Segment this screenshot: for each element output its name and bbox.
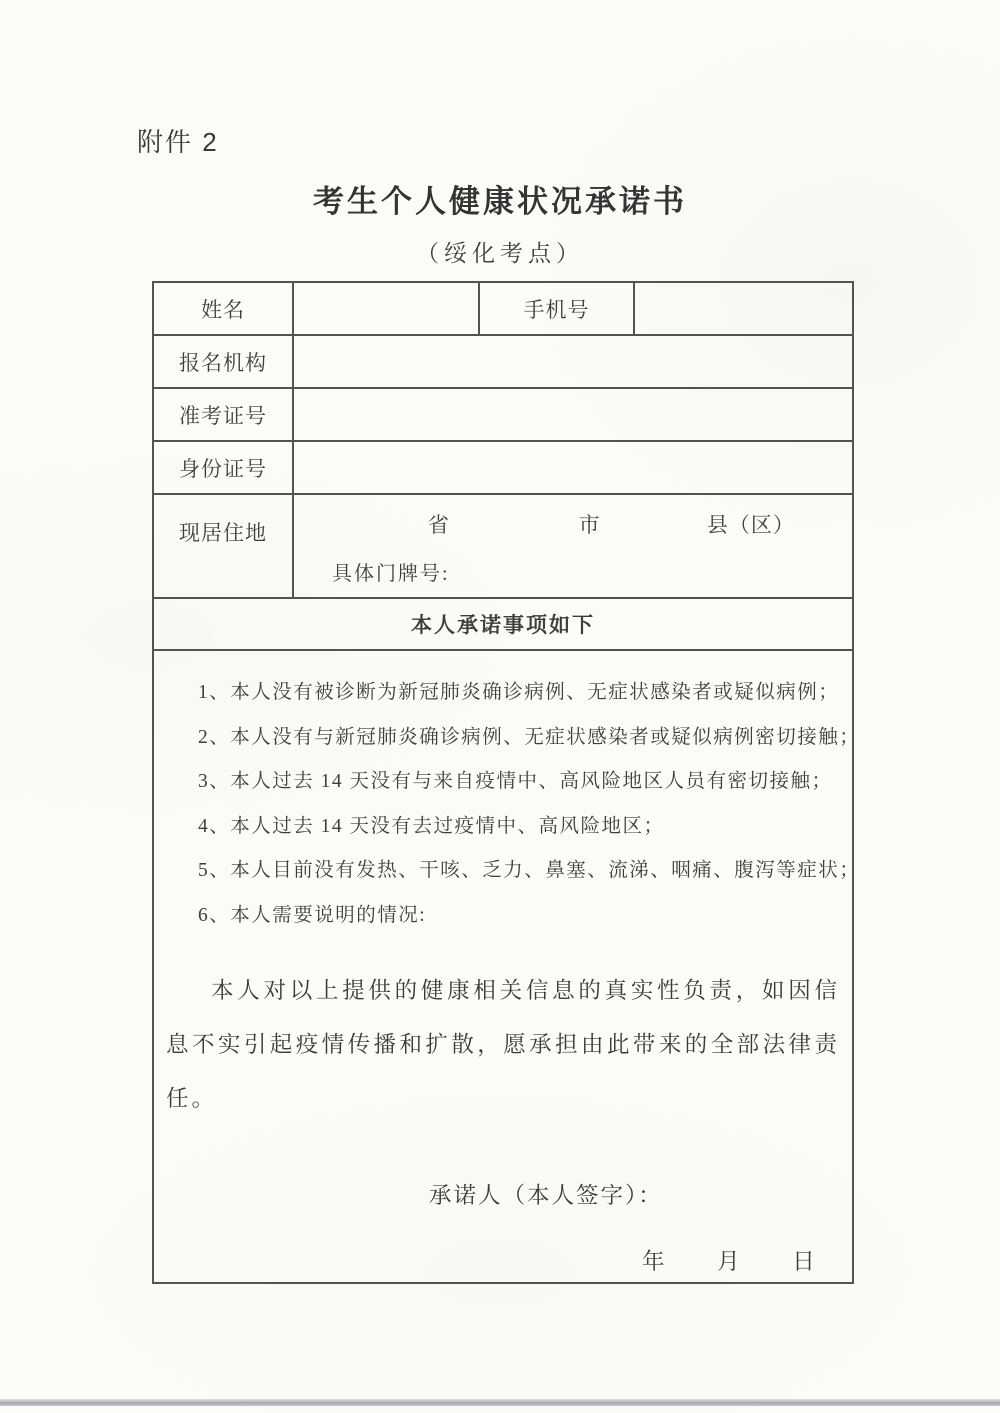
commitment-item-6: 6、本人需要说明的情况: — [198, 904, 427, 926]
table-row-residence — [153, 494, 853, 598]
residence-label: 现居住地 — [153, 494, 293, 598]
page-bottom-scan-edge — [0, 1399, 1000, 1406]
commitment-item-1: 1、本人没有被诊断为新冠肺炎确诊病例、无症状感染者或疑似病例； — [198, 682, 840, 703]
table-row-name-phone — [153, 282, 853, 335]
signature-label: 承诺人（本人签字）： — [429, 1183, 663, 1208]
table-row-commitment-header — [153, 598, 853, 650]
table-row-admission-number — [153, 388, 853, 441]
year-label: 年 — [642, 1249, 665, 1274]
commitment-header: 本人承诺事项如下 — [153, 598, 853, 650]
month-label: 月 — [717, 1249, 740, 1274]
id-number-label: 身份证号 — [153, 441, 293, 494]
id-number-input-cell[interactable] — [293, 441, 853, 494]
residence-input-cell[interactable] — [293, 494, 853, 598]
day-label: 日 — [792, 1249, 815, 1274]
declaration-paragraph — [166, 964, 840, 1126]
street-address-label: 具体门牌号: — [332, 563, 450, 585]
table-row-commitment-body — [153, 650, 853, 1283]
table-row-id-number — [153, 441, 853, 494]
commitment-item-2: 2、本人没有与新冠肺炎确诊病例、无症状感染者或疑似病例密切接触； — [198, 726, 861, 748]
name-input-cell[interactable] — [293, 282, 479, 335]
admission-number-label: 准考证号 — [153, 388, 293, 441]
page-subtitle: （绥化考点） — [416, 241, 584, 266]
commitment-item-4: 4、本人过去 14 天没有去过疫情中、高风险地区； — [198, 815, 665, 837]
commitment-item-3: 3、本人过去 14 天没有与来自疫情中、高风险地区人员有密切接触； — [198, 771, 833, 792]
admission-number-input-cell[interactable] — [293, 388, 853, 441]
name-label: 姓名 — [153, 282, 293, 335]
county-suffix-label: 县（区） — [706, 513, 795, 537]
province-suffix-label: 省 — [427, 513, 450, 537]
table-row-agency — [153, 335, 853, 388]
agency-input-cell[interactable] — [293, 335, 853, 388]
phone-input-cell[interactable] — [634, 282, 853, 335]
residence-region-line — [294, 509, 852, 539]
declaration-line-3: 任。 — [166, 1086, 218, 1111]
attachment-label: 附件 2 — [137, 127, 219, 157]
agency-label: 报名机构 — [153, 335, 293, 388]
city-suffix-label: 市 — [578, 513, 601, 537]
declaration-line-2: 息不实引起疫情传播和扩散，愿承担由此带来的全部法律责 — [166, 1032, 840, 1057]
health-form-table — [152, 281, 861, 1284]
commitment-items-list — [166, 671, 861, 938]
phone-label: 手机号 — [479, 282, 634, 335]
page-title: 考生个人健康状况承诺书 — [313, 184, 687, 219]
commitment-item-5: 5、本人目前没有发热、干咳、乏力、鼻塞、流涕、咽痛、腹泻等症状； — [198, 860, 861, 881]
declaration-line-1: 本人对以上提供的健康相关信息的真实性负责，如因信 — [211, 978, 840, 1003]
date-line — [642, 1244, 840, 1276]
commitment-body-cell — [153, 650, 861, 1283]
